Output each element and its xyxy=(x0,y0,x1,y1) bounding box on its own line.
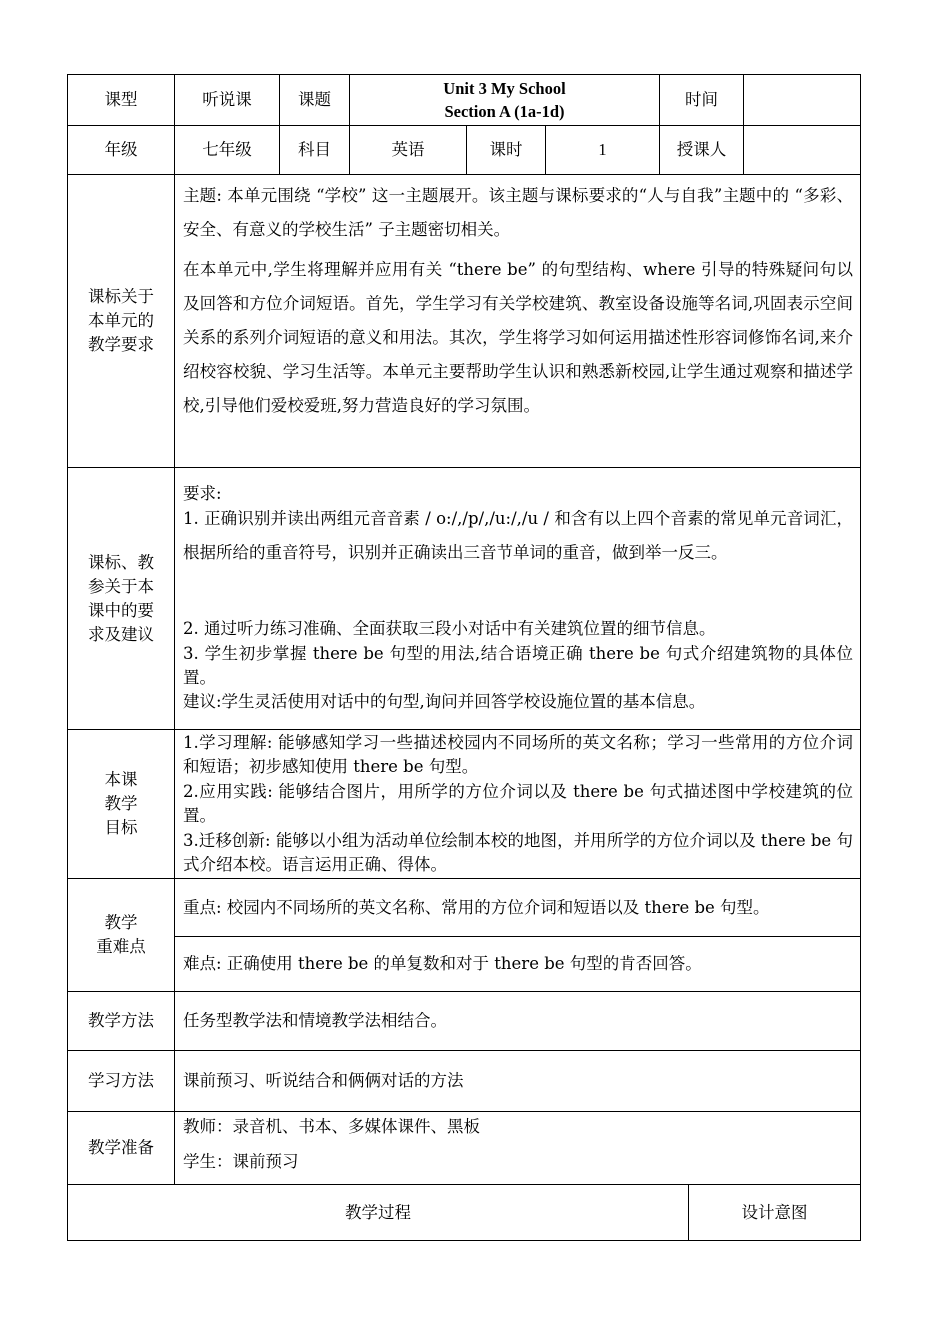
key-points-label xyxy=(68,879,174,991)
requirement-item-1: 1. 正确识别并读出两组元音音素 / o:/,/p/,/u:/,/u / 和含有以上四个音素的常见单元音词汇，根据所给的重音符号，识别并正确读出三音节单词的重音，做到举一反三。 xyxy=(183,509,853,562)
topic-line-2: Section A (1a-1d) xyxy=(444,102,565,121)
learning-method-label: 学习方法 xyxy=(88,1071,154,1090)
type-value: 听说课 xyxy=(202,90,252,109)
key-difficulty: 难点: 正确使用 there be 的单复数和对于 there be 句型的肯否回答。 xyxy=(183,954,702,973)
topic-label: 课题 xyxy=(298,90,331,109)
objectives-label-line-2: 教学 xyxy=(104,794,138,813)
curriculum-detail: 在本单元中,学生将理解并应用有关 “there be” 的句型结构、where 引导的特殊疑问句以及回答和方位介词短语。首先，学生学习有关学校建筑、教室设备设施等名词,巩固表示空间关系的系列介词短语的意义和用法。其次，学生将学习如何运用描述性形容词修饰名词,来介绍校容校貌、学习生活等。本单元主要帮助学生认识和熟悉新校园,让学生通过观察和描述学校,引导他们爱校爱班,努力营造良好的学习氛围。 xyxy=(183,260,853,415)
key-points-label-line-1: 教学 xyxy=(104,913,138,932)
objectives-label xyxy=(68,730,174,878)
curriculum-label-line-3: 教学要求 xyxy=(88,335,154,354)
key-focus: 重点: 校园内不同场所的英文名称、常用的方位介词和短语以及 there be 句型。 xyxy=(183,897,770,917)
objectives-label-line-1: 本课 xyxy=(104,770,138,789)
requirements-label-line-3: 课中的要 xyxy=(88,600,154,620)
requirements-label-line-1: 课标、教 xyxy=(88,552,154,572)
prep-teacher: 教师：录音机、书本、多媒体课件、黑板 xyxy=(183,1117,480,1136)
objective-3: 3.迁移创新: 能够以小组为活动单位绘制本校的地图，并用所学的方位介词以及 there be 句式介绍本校。语言运用正确、得体。 xyxy=(183,831,853,874)
type-label: 课型 xyxy=(104,90,138,109)
process-header: 教学过程 xyxy=(345,1202,411,1222)
period-label: 课时 xyxy=(489,140,523,159)
requirements-label-line-2: 参关于本 xyxy=(88,576,154,596)
grade-value: 七年级 xyxy=(202,140,252,159)
time-label: 时间 xyxy=(685,90,718,109)
requirement-item-2: 2. 通过听力练习准确、全面获取三段小对话中有关建筑位置的细节信息。 xyxy=(183,619,716,638)
key-points-label-line-2: 重难点 xyxy=(96,937,146,956)
teacher-value xyxy=(744,126,860,174)
requirement-item-3: 3. 学生初步掌握 there be 句型的用法,结合语境正确 there be 句式介绍建筑物的具体位置。 xyxy=(183,644,853,687)
grade-label: 年级 xyxy=(104,140,138,159)
requirements-heading: 要求: xyxy=(183,484,222,503)
period-value: 1 xyxy=(598,140,607,159)
requirement-suggestion: 建议:学生灵活使用对话中的句型,询问并回答学校设施位置的基本信息。 xyxy=(183,692,706,711)
teacher-label: 授课人 xyxy=(676,140,727,159)
objectives-label-line-3: 目标 xyxy=(104,818,138,837)
curriculum-label xyxy=(68,175,174,467)
prep-student: 学生：课前预习 xyxy=(183,1152,299,1171)
teaching-method-value: 任务型教学法和情境教学法相结合。 xyxy=(183,1011,447,1030)
prep-label: 教学准备 xyxy=(88,1138,154,1157)
curriculum-label-line-2: 本单元的 xyxy=(88,311,154,330)
topic-line-1: Unit 3 My School xyxy=(443,79,566,98)
objective-2: 2.应用实践: 能够结合图片，用所学的方位介词以及 there be 句式描述图中学校建筑的位置。 xyxy=(183,782,853,825)
design-intent-header: 设计意图 xyxy=(741,1202,808,1222)
requirements-label-line-4: 求及建议 xyxy=(88,624,154,644)
curriculum-theme: 主题: 本单元围绕 “学校” 这一主题展开。该主题与课标要求的“人与自我”主题中的 “多彩、安全、有意义的学校生活” 子主题密切相关。 xyxy=(183,186,853,239)
objective-1: 1.学习理解: 能够感知学习一些描述校园内不同场所的英文名称；学习一些常用的方位介词和短语；初步感知使用 there be 句型。 xyxy=(183,733,853,776)
requirements-label xyxy=(68,468,174,729)
time-value xyxy=(744,75,860,125)
topic-value xyxy=(350,75,659,125)
teaching-method-label: 教学方法 xyxy=(88,1011,154,1030)
learning-method-value: 课前预习、听说结合和俩俩对话的方法 xyxy=(183,1071,464,1090)
subject-label: 科目 xyxy=(298,140,331,159)
subject-value: 英语 xyxy=(391,140,425,159)
curriculum-label-line-1: 课标关于 xyxy=(88,287,154,306)
